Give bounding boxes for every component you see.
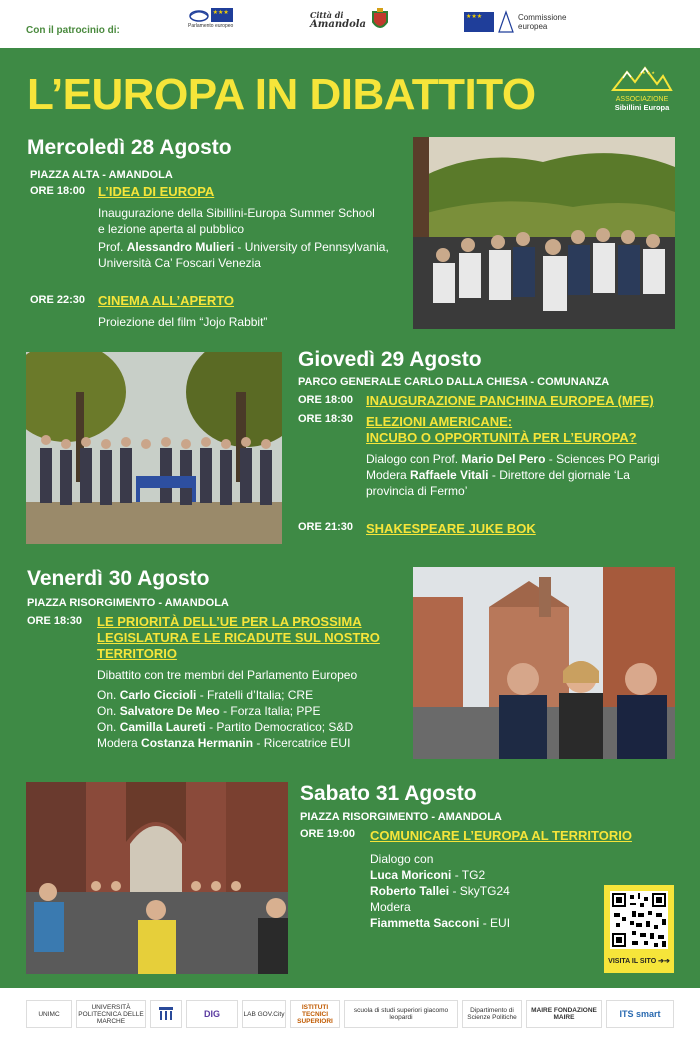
moderator-prefix: Modera xyxy=(97,736,138,750)
day2-event2-desc xyxy=(366,451,660,499)
patronage-bar xyxy=(0,0,700,48)
day1-event2-title: CINEMA ALL’APERTO xyxy=(98,293,235,308)
speaker-name: Salvatore De Meo xyxy=(119,704,220,718)
day4-photo xyxy=(26,782,288,974)
day2-event1-title: INAUGURAZIONE PANCHINA EUROPEA (MFE) xyxy=(366,393,654,408)
patronage-label: Con il patrocinio di: xyxy=(26,25,120,36)
day1-photo xyxy=(413,137,675,329)
day1-event1-time: ORE 18:00 xyxy=(30,185,86,197)
desc-line: e lezione aperta al pubblico xyxy=(98,222,245,236)
association-label-1: ASSOCIAZIONE xyxy=(615,96,669,103)
sponsor-logo: ITS smart xyxy=(606,1000,674,1028)
speaker-affiliation: - SkyTG24 xyxy=(452,884,510,898)
moderator-name: Costanza Hermanin xyxy=(141,736,254,750)
day1-date: Mercoledì 28 Agosto xyxy=(27,136,232,159)
day2-event2-title xyxy=(366,414,637,446)
city-crest-icon xyxy=(370,8,390,32)
speaker-name: Camilla Laureti xyxy=(119,720,206,734)
day4-event1-desc xyxy=(370,851,510,931)
sponsor-logo: ISTITUTI TECNICI SUPERIORI xyxy=(290,1000,340,1028)
title-line: LE PRIORITÀ DELL’UE PER LA PROSSIMA xyxy=(97,614,362,629)
visit-site-label[interactable]: VISITA IL SITO ➔➔ xyxy=(608,958,670,965)
city-label-1: Città di xyxy=(310,10,344,20)
speaker-affiliation: - Sciences PO Parigi xyxy=(548,452,660,466)
moderator-prefix: Modera xyxy=(366,468,407,482)
day2-date: Giovedì 29 Agosto xyxy=(298,348,482,371)
speaker-prefix: On. xyxy=(97,704,117,718)
eu-flag-icon xyxy=(464,12,494,32)
day2-place: PARCO GENERALE CARLO DALLA CHIESA - COMUNANZA xyxy=(298,376,610,388)
speaker-affiliation: - Fratelli d’Italia; CRE xyxy=(199,688,314,702)
day1-event1-speaker xyxy=(98,239,389,271)
day2-event1-time: ORE 18:00 xyxy=(298,394,354,406)
qr-code-box[interactable] xyxy=(604,885,674,973)
speaker-affiliation: Università Ca’ Foscari Venezia xyxy=(98,256,261,270)
day2-photo xyxy=(26,352,282,544)
speaker-affiliation: - Partito Democratico; S&D xyxy=(209,720,354,734)
speaker-name: Alessandro Mulieri xyxy=(126,240,235,254)
day1-event2-desc: Proiezione del film “Jojo Rabbit” xyxy=(98,315,268,329)
day2-event3-time: ORE 21:30 xyxy=(298,521,354,533)
city-logo xyxy=(310,8,390,32)
mountains-logo-icon xyxy=(611,64,673,94)
day1-place: PIAZZA ALTA - AMANDOLA xyxy=(30,169,173,181)
parliament-icon xyxy=(189,8,209,22)
day3-event1-intro: Dibattito con tre membri del Parlamento Europeo xyxy=(97,668,358,682)
speaker-affiliation: - University of Pennsylvania, xyxy=(237,240,389,254)
day4-event1-title: COMUNICARE L’EUROPA AL TERRITORIO xyxy=(370,828,632,843)
sponsor-logo: Dipartimento di Scienze Politiche xyxy=(462,1000,522,1028)
day1-event2-time: ORE 22:30 xyxy=(30,294,86,306)
speaker-prefix: Prof. xyxy=(98,240,124,254)
arcade-audience-image xyxy=(26,782,288,974)
day3-speakers xyxy=(97,687,353,751)
sponsor-logo: scuola di studi superiori giacomo leopardi xyxy=(344,1000,458,1028)
day3-date: Venerdì 30 Agosto xyxy=(27,567,210,590)
speaker-name: Roberto Tallei xyxy=(370,884,450,898)
parliament-logo xyxy=(188,8,233,29)
day1-event1-desc xyxy=(98,205,375,237)
speaker-affiliation: - TG2 xyxy=(454,868,486,882)
speaker-name: Mario Del Pero xyxy=(461,452,546,466)
parliament-label: Parlamento europeo xyxy=(188,23,234,29)
commission-label-2: europea xyxy=(518,22,548,31)
association-label-2: Sibillini Europa xyxy=(614,103,670,112)
title-line: TERRITORIO xyxy=(97,646,177,661)
speaker-prefix: On. xyxy=(97,688,117,702)
commission-label-1: Commissione xyxy=(518,13,567,22)
speaker-prefix: On. xyxy=(97,720,117,734)
sponsor-logo: UNIVERSITÀ POLITECNICA DELLE MARCHE xyxy=(76,1000,146,1028)
title-line: LEGISLATURA E LE RICADUTE SUL NOSTRO xyxy=(97,630,380,645)
city-label-2: Amandola xyxy=(310,19,367,30)
day4-date: Sabato 31 Agosto xyxy=(300,782,477,805)
piazza-speakers-image xyxy=(413,567,675,759)
desc-line: Inaugurazione della Sibillini-Europa Summer School xyxy=(98,206,375,220)
moderator-name: Raffaele Vitali xyxy=(410,468,489,482)
moderator-affiliation: provincia di Fermo’ xyxy=(366,484,468,498)
sponsor-logo: MAIRE FONDAZIONE MAIRE xyxy=(526,1000,602,1028)
day4-place: PIAZZA RISORGIMENTO - AMANDOLA xyxy=(300,811,502,823)
day2-event2-time: ORE 18:30 xyxy=(298,413,354,425)
qr-code-icon[interactable] xyxy=(610,891,668,949)
speaker-prefix: Dialogo con Prof. xyxy=(366,452,459,466)
day3-event1-title xyxy=(97,614,380,662)
day3-place: PIAZZA RISORGIMENTO - AMANDOLA xyxy=(27,597,229,609)
dialog-label: Dialogo con xyxy=(370,852,434,866)
title-line: ELEZIONI AMERICANE: xyxy=(366,414,513,429)
day2-event3-title: SHAKESPEARE JUKE BOK xyxy=(366,521,536,536)
title-line: INCUBO O OPPORTUNITÀ PER L’EUROPA? xyxy=(366,430,637,445)
day4-event1-time: ORE 19:00 xyxy=(300,828,356,840)
speaker-name: Luca Moriconi xyxy=(370,868,452,882)
speaker-affiliation: - Forza Italia; PPE xyxy=(223,704,321,718)
moderator-name: Fiammetta Sacconi xyxy=(370,916,480,930)
eu-flag-icon xyxy=(211,8,233,22)
moderator-affiliation: - Ricercatrice EUI xyxy=(256,736,351,750)
sponsor-logo: UNIMC xyxy=(26,1000,72,1028)
day1-event1-title: L’IDEA DI EUROPA xyxy=(98,184,215,199)
sponsor-logo xyxy=(150,1000,182,1028)
association-logo xyxy=(606,64,678,112)
sponsor-logo: LAB GOV.City xyxy=(242,1000,286,1028)
svg-text:★ ★ ★: ★ ★ ★ xyxy=(642,70,655,75)
speaker-name: Carlo Ciccioli xyxy=(119,688,197,702)
moderator-affiliation: - Direttore del giornale ‘La xyxy=(491,468,630,482)
day3-event1-time: ORE 18:30 xyxy=(27,615,83,627)
day3-photo xyxy=(413,567,675,759)
commission-building-icon xyxy=(498,10,514,34)
commission-logo xyxy=(464,10,566,34)
moderator-affiliation: - EUI xyxy=(482,916,511,930)
group-bench-image xyxy=(26,352,282,544)
column-logo-icon xyxy=(157,1005,175,1023)
poster-title: L’EUROPA IN DIBATTITO xyxy=(27,70,536,119)
sponsor-logo: DIG xyxy=(186,1000,238,1028)
moderator-prefix: Modera xyxy=(370,900,411,914)
audience-hills-image xyxy=(413,137,675,329)
